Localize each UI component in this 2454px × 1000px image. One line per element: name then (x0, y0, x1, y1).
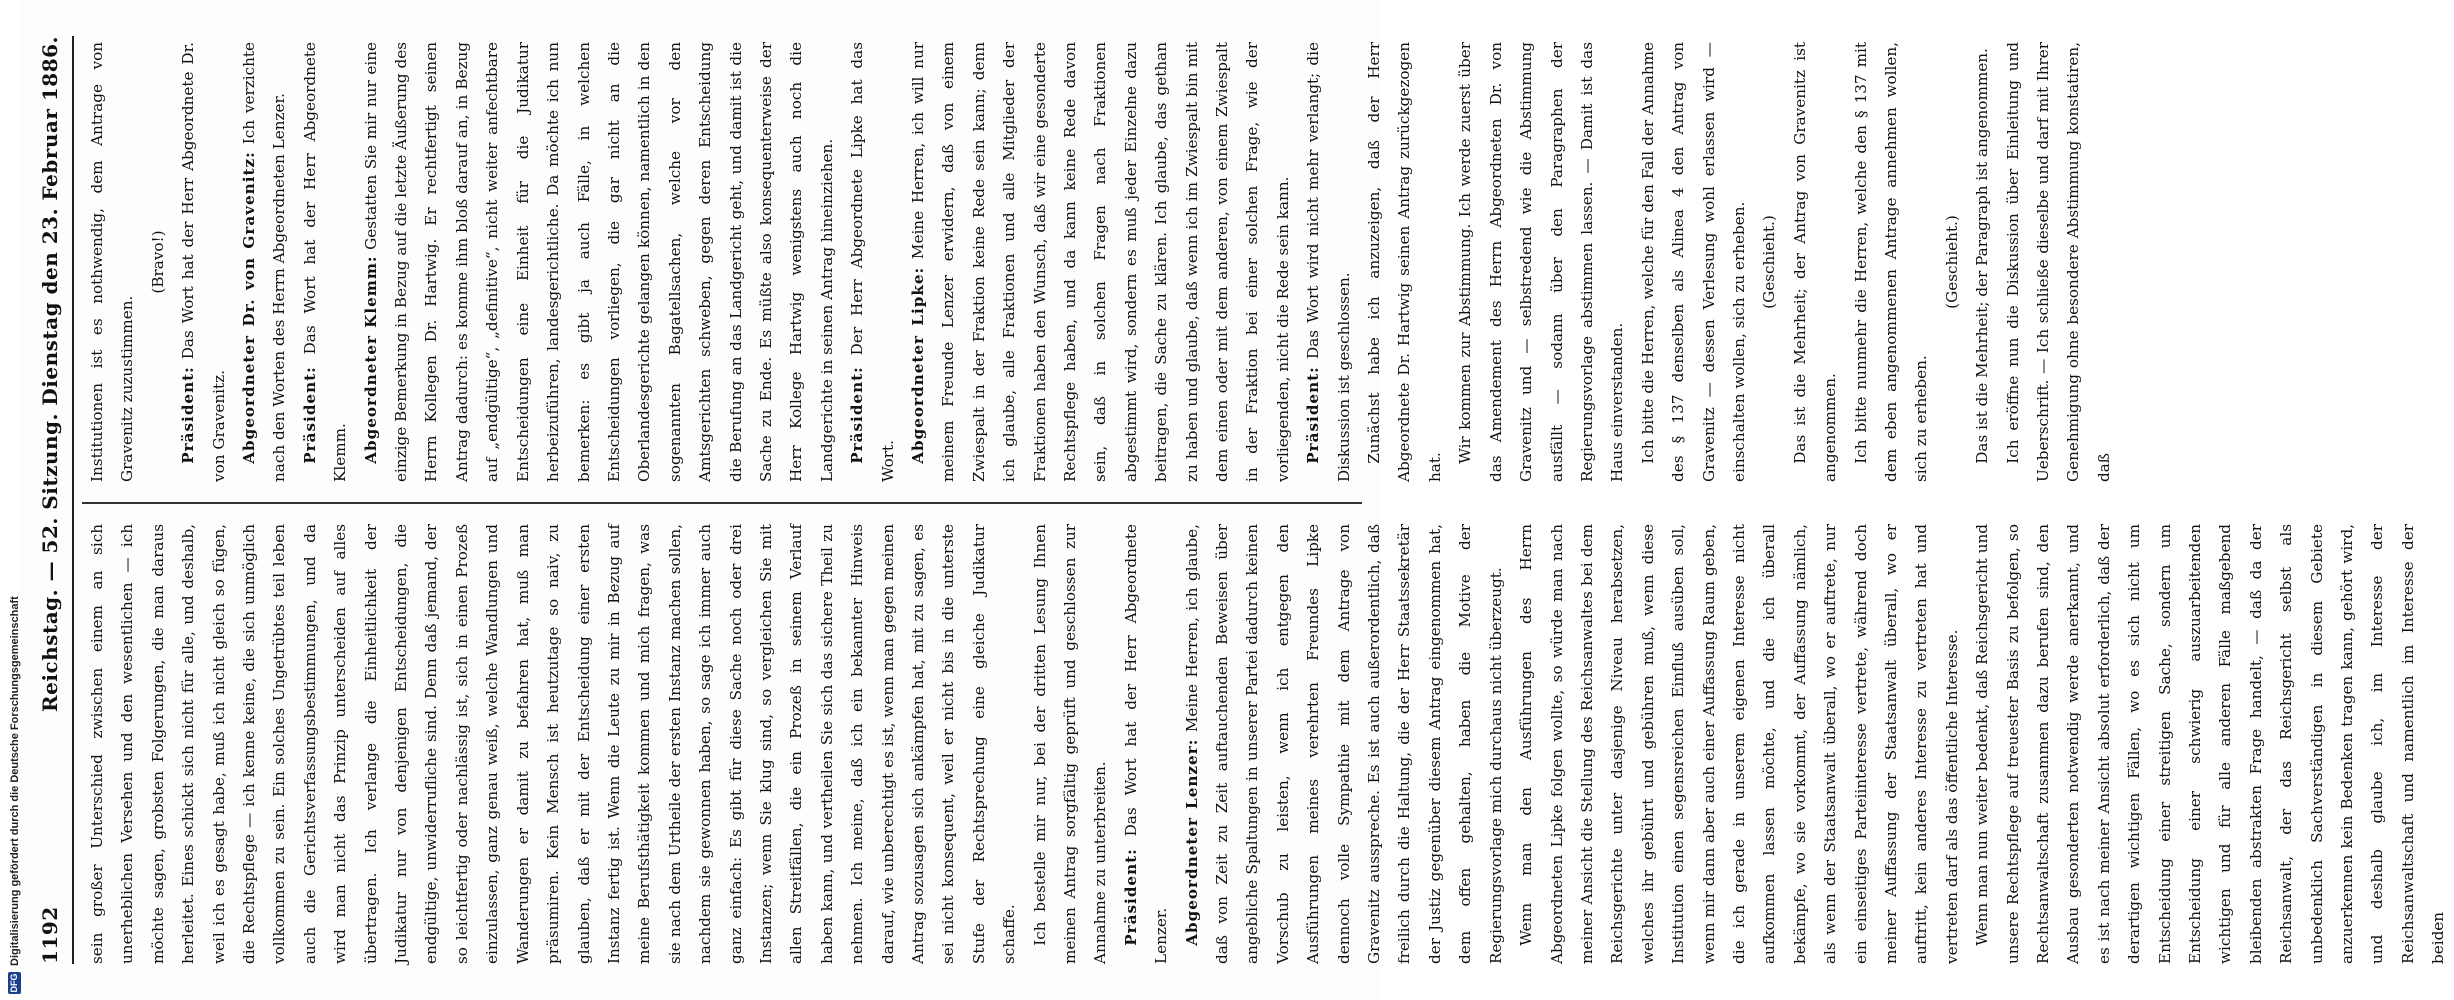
speaker-name: Präsident: (1304, 366, 1323, 464)
speaker-name: Präsident: (300, 366, 319, 464)
paragraph: Wenn man den Ausführungen des Herrn Abgeordneten Lipke folgen wollte, so würde man nach meiner Ansicht die Stellung des Reichsanwaltes bei dem Reichsgerichte unter dasjenige Niveau herabsetzen, welches ihr gebührt und gebühren muß, wenn diese Institution einen segensreichen Einfluß ausüben soll, wenn mir dann aber auch einer Auffassung Raum geben, die ich gerade in unserem eigenen Interesse nicht aufkommen lassen möchte, und die ich überall bekämpfe, wo sie vorkommt, der Auffassung nämlich, als wenn der Staatsanwalt überall, wo er auftrete, nur ein einseitiges Parteiinteresse vertrete, während doch meiner Auffassung der Staatsanwalt überall, wo er auftritt, kein anderes Interesse zu vertreten hat und vertreten darf als das öffentliche Interesse. (1517, 524, 1961, 964)
speech (842, 42, 903, 482)
speech (173, 42, 234, 482)
speaker-name: Abgeordneter Lenzer: (1182, 738, 1201, 946)
speech-text: Das Wort hat der Herr Abgeordnete Lenzer. (1121, 524, 1171, 964)
paragraph: Ich bitte die Herren, welche für den Fall der Annahme des § 137 denselben als Alinea 4 den Antrag von Gravenitz — dessen Verlesung wohl erlassen wird — einschalten wollen, sich zu erheben. (1638, 42, 1748, 482)
digitization-credit (8, 596, 21, 994)
rotated-page (20, 0, 2448, 1000)
page-number: 1192 (38, 906, 62, 964)
interjection: (Bravo!) (148, 230, 167, 294)
speech (234, 42, 295, 482)
speaker-name: Abgeordneter Dr. von Gravenitz: (240, 151, 259, 464)
page-title: Reichstag. — 52. Sitzung. Dienstag den 23. Februar 1886. (38, 36, 62, 712)
left-column (82, 524, 2448, 964)
paragraph: Ich eröffne nun die Diskussion über Einleitung und Ueberschrift. — Ich schließe dieselbe und darf mit Ihrer Genehmigung ohne besondere Abstimmung konstatiren, daß (2003, 42, 2113, 482)
paragraph: Zunächst habe ich anzuzeigen, daß der Herr Abgeordnete Dr. Hartwig seinen Antrag zurückgezogen hat. (1365, 42, 1444, 482)
paragraph: Wenn man nun weiter bedenkt, daß Reichsgericht und unsere Rechtspflege auf treuester Basis zu befolgen, so Rechtsanwaltschaft zusammen dazu berufen sind, den Ausbau gesonderten notwendig werde anerkannt, und es ist nach meiner Ansicht absolut erforderlich, daß der derartigen wichtigen Fällen, wo es sich nicht um Entscheidung einer streitigen Sache, sondern um Entscheidung einer schwierig auszuarbeitenden wichtigen und für alle anderen Fälle maßgebend bleibenden abstrakten Frage handelt, — daß da der Reichsanwalt, der das Reichsgericht selbst als unbedenklich Sachverständigen in diesem Gebiete anzuerkennen kein Bedenken tragen kann, gehört wird, und deshalb glaube ich, im Interesse der Reichsanwaltschaft und namentlich im Interesse der beiden (1973, 524, 2448, 964)
interjection: (Geschieht.) (1760, 215, 1779, 309)
speech-text: Das Wort wird nicht mehr verlangt; die Diskussion ist geschlossen. (1304, 42, 1353, 482)
speech-text: Meine Herren, ich will nur meinem Freunde Lenzer erwidern, daß von einem Zwiespalt in der Fraktion keine Rede sein kann; denn ich glaube, alle Fraktionen und alle Mitglieder der Fraktionen haben den Wunsch, daß wir eine gesonderte Rechtspflege haben, und da kann keine Rede davon sein, daß in solchen Fragen nach Fraktionen abgestimmt wird, sondern es muß jeder Einzelne dazu beitragen, die Sache zu klären. Ich glaube, das gethan zu haben und glaube, daß wenn ich im Zwiespalt bin mit dem einen oder mit dem anderen, von einem Zwiespalt in der Fraktion bei einer solchen Frage, wie der vorliegenden, nicht die Rede sein kann. (908, 41, 1292, 482)
credit-text: Digitalisierung gefördert durch die Deutsche Forschungsgemeinschaft (8, 596, 21, 966)
page-header (38, 36, 74, 964)
paragraph: Wir kommen zur Abstimmung. Ich werde zuerst über das Amendement des Herrn Abgeordneten Dr. von Gravenitz und — selbstredend wie die Abstimmung ausfällt — sodann über den Paragraphen der Regierungsvorlage abstimmen lassen. — Damit ist das Haus einverstanden. (1456, 42, 1627, 482)
speech-text: Ich verzichte nach den Worten des Herrn Abgeordneten Lenzer. (240, 41, 289, 482)
speaker-name: Abgeordneter Klemm: (361, 255, 380, 464)
speech-text: Das Wort hat der Herr Abgeordnete Dr. von Gravenitz. (179, 42, 228, 482)
right-column (82, 41, 2113, 482)
speaker-name: Präsident: (1121, 848, 1140, 946)
speech-text: Der Herr Abgeordnete Lipke hat das Wort. (848, 42, 897, 482)
speaker-name: Präsident: (179, 366, 198, 464)
speech-text: Gestatten Sie mir nur eine einzige Bemerkung in Bezug auf die letzte Äußerung des Herrn Kollegen Dr. Hartwig. Er rechtfertigt seinen Antrag dadurch: es komme ihm bloß darauf an, in Bezug auf „endgültige“, „definitive“, nicht weiter anfechtbare Entscheidungen eine Einheit für die Judikatur herbeizuführen, landesgerichtliche. Da möchte ich nun bemerken: es gibt ja auch Fälle, in welchen Entscheidungen vorliegen, die gar nicht an die Oberlandesgerichte gelangen können, namentlich in den sogenannten Bagatellsachen, welche vor den Amtsgerichten schweben, gegen deren Entscheidung die Berufung an das Landgericht geht, und damit ist die Sache zu Ende. Es müßte also konsequenterweise der Herr Kollege Hartwig wenigstens auch noch die Landgerichte in seinen Antrag hineinziehen. (361, 42, 836, 482)
speech (356, 42, 843, 482)
paragraph: Institutionen ist es nothwendig, dem Antrage von Gravenitz zuzustimmen. (88, 42, 137, 482)
speech (1116, 524, 1177, 964)
interjection: (Geschieht.) (1942, 215, 1961, 309)
paragraph: Ich bestelle mir nur, bei der dritten Lesung Ihnen meinen Antrag sorgfältig geprüft und geschlossen zur Annahme zu unterbreiten. (1030, 524, 1110, 964)
speaker-name: Präsident: (848, 366, 867, 464)
speech (1298, 42, 1359, 482)
paragraph: Ich bitte nunmehr die Herren, welche den § 137 mit dem eben angenommenen Antrage annehmen wollen, sich zu erheben. (1851, 42, 1931, 482)
speech (295, 42, 356, 482)
dfg-logo-icon: DFG (9, 973, 19, 993)
speech-text: Meine Herren, ich glaube, daß von Zeit zu Zeit auftauchenden Beweisen über angebliche Spaltungen in unserer Partei dadurch keinen Vorschub zu leisten, wenn ich entgegen den Ausführungen meines verehrten Freundes Lipke dennoch volle Sympathie mit dem Antrage von Gravenitz ausspreche. Es ist auch außerordentlich, daß freilich durch die Haltung, die der Herr Staatssekretär der Justiz gegenüber diesem Antrag eingenommen hat, dem offen gehalten, haben die Motive der Regierungsvorlage mich durchaus nicht überzeugt. (1182, 524, 1505, 964)
speech (903, 42, 1298, 482)
speaker-name: Abgeordneter Lipke: (908, 266, 927, 464)
speech-text: Das Wort hat der Herr Abgeordnete Klemm. (300, 42, 350, 482)
column-divider (82, 503, 1362, 505)
paragraph: sein großer Unterschied zwischen einem an sich unerheblichen Versehen und den wesentlichen — ich möchte sagen, grobsten Folgerungen, die man daraus herleitet. Eines schickt sich nicht für alle, und deshalb, weil ich es gesagt habe, muß ich nicht gleich so fügen, die Rechtspflege — ich kenne keine, die sich unmöglich vollkommen zu sein. Ein solches Ungetrübtes teil leben auch die Gerichtsverfassungsbestimmungen, und da wird man nicht das Prinzip unterscheiden auf alles übertragen. Ich verlange die Einheitlichkeit der Judikatur nur von denjenigen Entscheidungen, die endgültige, unwiderrufliche sind. Denn daß jemand, der so leichtfertig oder nachlässig ist, sich in einen Prozeß einzulassen, ganz genau weiß, welche Wandlungen und Wanderungen er damit zu befahren hat, muß man präsumiren. Kein Mensch ist heutzutage so naiv, zu glauben, daß er mit der Entscheidung einer ersten Instanz fertig ist. Wenn die Leute zu mir in Bezug auf meine Berufsthätigkeit kommen und mich fragen, was sie nach dem Urtheile der ersten Instanz machen sollen, nachdem sie gewonnen haben, so sage ich immer auch ganz einfach: Es gibt für diese Sache noch oder drei Instanzen; wenn Sie klug sind, so vergleichen Sie mit allen Streitfällen, die ein Prozeß in seinem Verlauf haben kann, und vertheilen Sie sich das sichere Theil zu nehmen. Ich meine, daß ich ein bekannter Hinweis darauf, wie unberechtigt es ist, wenn man gegen meinen Antrag sozusagen sich ankämpfen hat, mit zu sagen, es sei nicht konsequent, weil er nicht bis in die unterste Stufe der Rechtsprechung eine gleiche Judikatur schaffe. (88, 524, 1019, 964)
speech (1177, 524, 1511, 964)
paragraph: Das ist die Mehrheit; der Paragraph ist angenommen. (1973, 48, 1992, 464)
paragraph: Das ist die Mehrheit; der Antrag von Gravenitz ist angenommen. (1790, 42, 1840, 482)
